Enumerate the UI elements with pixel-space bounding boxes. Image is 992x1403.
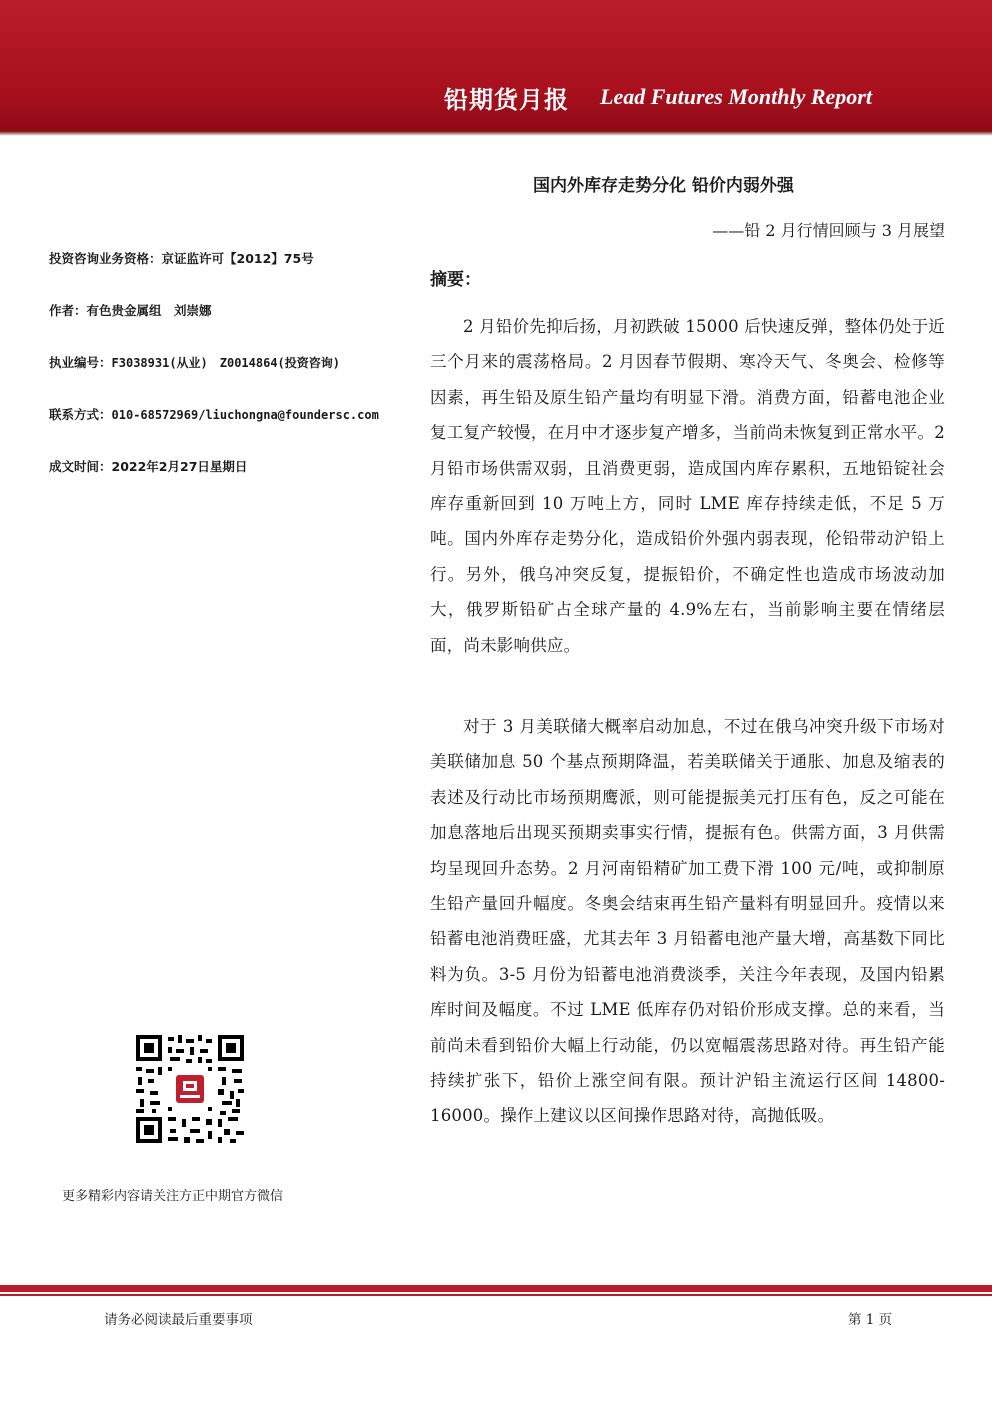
- license-label: 执业编号：: [49, 355, 112, 370]
- footer-divider-thin: [0, 1294, 992, 1296]
- footer-divider: [0, 1285, 992, 1292]
- report-series-title-en: Lead Futures Monthly Report: [600, 84, 872, 109]
- author-label: 作者：: [49, 303, 87, 318]
- license-line: [49, 353, 340, 371]
- qualification-value: 京证监许可【2012】75号: [161, 251, 314, 266]
- qr-caption: 更多精彩内容请关注方正中期官方微信: [62, 1189, 284, 1204]
- contact-line: [49, 405, 379, 423]
- footer-disclaimer: 请务必阅读最后重要事项: [104, 1312, 253, 1328]
- abstract-paragraph-2: 对于 3 月美联储大概率启动加息，不过在俄乌冲突升级下市场对美联储加息 50 个基点预期降温，若美联储关于通胀、加息及缩表的表述及行动比市场预期鹰派，则可能提振美元打压有色，反之可能在加息落地后出现买预期卖事实行情，提振有色。供需方面，3 月供需均呈现回升态势。2 月河南铅精矿加工费下滑 100 元/吨，或抑制原生铅产量回升幅度。冬奥会结束再生铅产量料有明显回升。疫情以来铅蓄电池消费旺盛，尤其去年 3 月铅蓄电池产量大增，高基数下同比料为负。3-5 月份为铅蓄电池消费淡季，关注今年表现，及国内铅累库时间及幅度。不过 LME 低库存仍对铅价形成支撑。总的来看，当前尚未看到铅价大幅上行动能，仍以宽幅震荡思路对待。再生铅产能持续扩张下，铅价上涨空间有限。预计沪铅主流运行区间 14800-16000。操作上建议以区间操作思路对待，高抛低吸。: [430, 717, 945, 1126]
- abstract-paragraph-1: 2 月铅价先抑后扬，月初跌破 15000 后快速反弹，整体仍处于近三个月来的震荡格局。2 月因春节假期、寒冷天气、冬奥会、检修等因素，再生铅及原生铅产量均有明显下滑。消费方面，铅蓄电池企业复工复产较慢，在月中才逐步复产增多，当前尚未恢复到正常水平。2 月铅市场供需双弱，且消费更弱，造成国内库存累积，五地铅锭社会库存重新回到 10 万吨上方，同时 LME 库存持续走低，不足 5 万吨。国内外库存走势分化，造成铅价外强内弱表现，伦铅带动沪铅上行。另外，俄乌冲突反复，提振铅价，不确定性也造成市场波动加大，俄罗斯铅矿占全球产量的 4.9%左右，当前影响主要在情绪层面，尚未影响供应。: [430, 317, 945, 655]
- date-label: 成文时间：: [49, 459, 112, 474]
- author-line: [49, 301, 212, 319]
- author-value: 有色贵金属组 刘崇娜: [86, 303, 212, 318]
- qr-code-icon: [134, 1033, 246, 1145]
- header-banner-shadow: [0, 131, 992, 136]
- date-value: 2022年2月27日星期日: [111, 459, 248, 474]
- contact-value: 010-68572969/liuchongna@foundersc.com: [111, 408, 379, 422]
- contact-label: 联系方式：: [49, 407, 112, 422]
- abstract-heading: 摘要：: [430, 270, 481, 290]
- report-subtitle: ——铅 2 月行情回顾与 3 月展望: [712, 221, 945, 240]
- page-number: 第 1 页: [848, 1312, 893, 1328]
- report-series-title-cn: 铅期货月报: [444, 86, 569, 114]
- license-value: F3038931(从业) Z0014864(投资咨询): [111, 356, 341, 370]
- qualification-label: 投资咨询业务资格：: [49, 251, 162, 266]
- date-line: [49, 457, 247, 475]
- report-title: 国内外库存走势分化 铅价内弱外强: [533, 176, 794, 196]
- qualification-line: [49, 249, 314, 267]
